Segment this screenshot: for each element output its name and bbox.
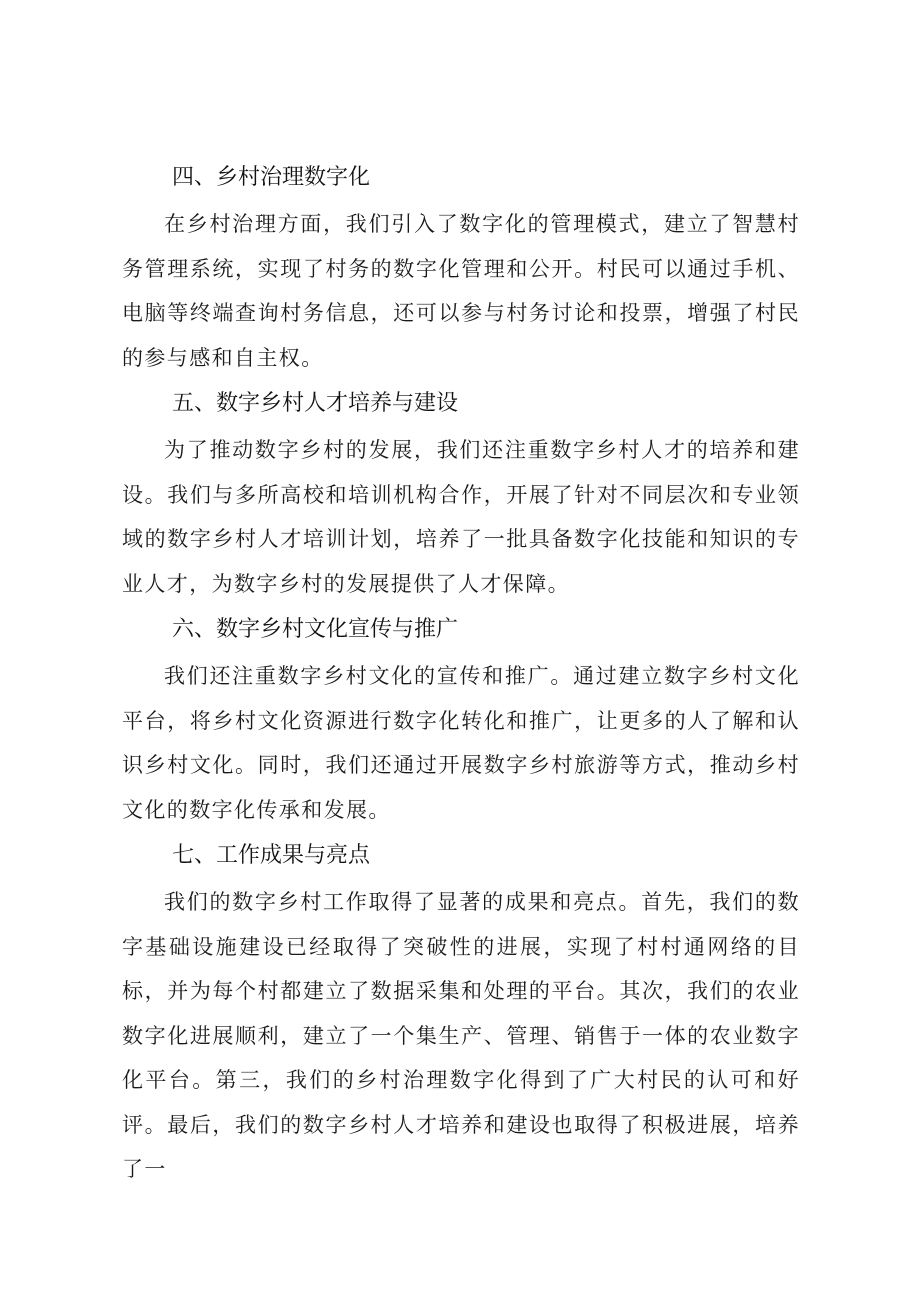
section-heading: 七、工作成果与亮点	[172, 843, 371, 868]
section-talent-training	[122, 380, 800, 606]
section-achievements	[122, 832, 800, 1192]
section-paragraph: 我们的数字乡村工作取得了显著的成果和亮点。首先，我们的数字基础设施建设已经取得了突破性的进展，实现了村村通网络的目标，并为每个村都建立了数据采集和处理的平台。其次，我们的农业数字化进展顺利，建立了一个集生产、管理、销售于一体的农业数字化平台。第三，我们的乡村治理数字化得到了广大村民的认可和好评。最后，我们的数字乡村人才培养和建设也取得了积极进展，培养了一	[122, 890, 800, 1181]
section-heading: 五、数字乡村人才培养与建设	[172, 391, 459, 416]
section-rural-governance	[122, 154, 800, 380]
section-paragraph: 在乡村治理方面，我们引入了数字化的管理模式，建立了智慧村务管理系统，实现了村务的数字化管理和公开。村民可以通过手机、电脑等终端查询村务信息，还可以参与村务讨论和投票，增强了村民的参与感和自主权。	[122, 212, 800, 370]
section-paragraph: 我们还注重数字乡村文化的宣传和推广。通过建立数字乡村文化平台，将乡村文化资源进行数字化转化和推广，让更多的人了解和认识乡村文化。同时，我们还通过开展数字乡村旅游等方式，推动乡村文化的数字化传承和发展。	[122, 664, 800, 822]
section-heading: 四、乡村治理数字化	[172, 165, 371, 190]
section-paragraph: 为了推动数字乡村的发展，我们还注重数字乡村人才的培养和建设。我们与多所高校和培训机构合作，开展了针对不同层次和专业领域的数字乡村人才培训计划，培养了一批具备数字化技能和知识的专业人才，为数字乡村的发展提供了人才保障。	[122, 438, 800, 596]
section-heading: 六、数字乡村文化宣传与推广	[172, 617, 459, 642]
section-culture-promotion	[122, 606, 800, 832]
